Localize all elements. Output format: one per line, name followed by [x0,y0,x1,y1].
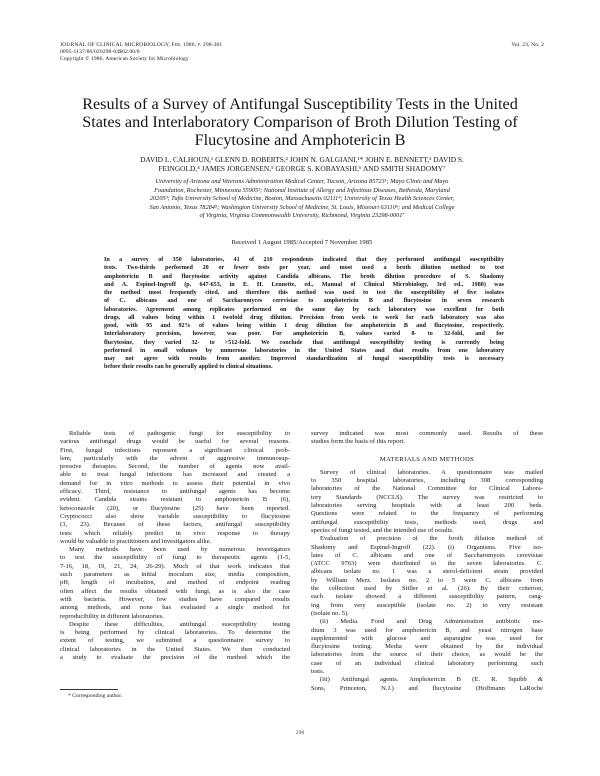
author-line: FEINGOLD,⁴ JAMES JORGENSEN,⁵ GEORGE S. KOBAYASHI,⁶ AND SMITH SHADOMY⁷ [158,164,446,173]
body-line: tests which reliably predict in vivo response to therapy [60,529,290,537]
author-list [60,155,544,173]
body-line: First, fungal infections represent a significant clinical prob- [60,446,290,454]
body-line: pH, length of incubation, and method of endpoint reading [60,579,290,587]
abstract-line: before their results can be generally applied to clinical situations. [104,364,273,371]
body-line: laboratories of the National Committee for Clinical Labora- [311,485,543,493]
right-column [311,430,543,693]
body-line: such parameters as initial inoculum size, media composition, [60,571,290,579]
section-heading-methods: MATERIALS AND METHODS [379,455,475,463]
affiliation-line: University of Arizona and Veterans Administration Medical Center, Tucson, Arizona 85723¹; Mayo Clinic and Mayo [155,178,449,185]
body-line: dium 3 was used for amphotericin B, and yeast nitrogen base [311,626,543,634]
body-line: evident. Candida strains resistant to amphotericin B (6), [60,496,290,504]
left-column [60,430,290,662]
body-line: Questions were related to the frequency of performing [311,510,543,518]
body-line: by William Merz. Isolates no. 2 to 5 were C. albicans from [311,576,543,584]
body-line: (3, 23). Because of these factors, antifungal susceptibility [60,521,290,529]
abstract-line: performed in small volumes by numerous laboratories in the United States and that results from one laboratory [104,347,504,354]
article-title [58,95,542,149]
body-line: efficacy. Third, resistance to antifungal agents has become [60,488,290,496]
journal-citation: JOURNAL OF CLINICAL MICROBIOLOGY, Feb. 1986, p. 298-301 [60,42,223,48]
body-line: lates of C. albicans and one of Saccharomyces cerevisiae [311,551,543,559]
abstract-line: amphotericin B and flucytosine activity against Candida albicans. The broth dilution procedure of S. Shadomy [104,273,504,280]
body-line: survey indicated was most commonly used. Results of these [311,430,543,437]
body-line: case of an individual clinical laboratory performing such [311,659,543,667]
page-number: 298 [295,730,305,736]
body-line: studies form the basis of this report. [311,438,406,446]
body-line: reproducibility in different laboratories. [60,612,164,620]
body-line: (ii) Media. Food and Drug Administration antibiotic me- [320,618,543,626]
abstract [104,256,504,372]
body-line: antifungal susceptibility tests, methods used, drugs and [311,518,543,526]
body-line: Cryptococci also show variable susceptibility to flucytosine [60,512,290,520]
running-header [60,42,544,63]
body-line: ing from very susceptible (isolate no. 2) to very resistant [311,601,543,609]
title-line: Results of a Survey of Antifungal Susceptibility Tests in the United [82,95,518,113]
body-line: flucytosine testing. Media were obtained by the individual [311,643,543,651]
body-line: (ATCC 9763) were distributed to the seven laboratories. C. [311,560,543,568]
body-line: 7-16, 18, 19, 21, 24, 26-29). Much of that work indicates that [60,562,290,570]
body-line: Sons, Princeton, N.J.) and flucytosine (Hoffmann LaRoche [311,684,543,692]
body-line: laboratories serving hospitals with at least 200 beds. [311,502,543,510]
body-line: species of fungi tested, and the intended use of results. [311,526,454,534]
body-line: able to treat fungal infections has increased and created a [60,471,290,479]
body-line: Despite these difficulties, antifungal susceptibility testing [69,620,290,628]
abstract-line: Interlaboratory precision, however, was poor. For amphotericin B, values varied 8- to 32-fold, and for [104,331,504,338]
body-line: (isolate no. 5). [311,609,349,617]
body-line: among methods, and none has evaluated a single method for [60,604,290,612]
body-line: (iii) Antifungal agents. Amphotericin B (E. R. Squibb & [320,676,543,684]
affiliations [60,178,544,221]
body-line: often affect the results obtained with fungi, as is also the case [60,587,290,595]
body-line: is being performed by clinical laboratories. To determine the [60,629,290,637]
abstract-line: In a survey of 350 laboratories, 41 of 210 respondents indicated that they performed antifungal susceptibility [104,257,504,263]
body-line: Survey of clinical laboratories. A questionnaire was mailed [320,468,543,476]
issn-line: 0095-1137/86/020298-04$02.00/0 [60,49,140,55]
body-line: the collection used by Stiller et al. (26). By their criterion, [311,585,543,593]
body-line: to 350 hospital laboratories, including 308 corresponding [311,477,543,485]
body-line: lem, particularly with the advent of aggressive immunosup- [60,454,290,462]
footnote-corresponding-author: * Corresponding author. [68,693,123,699]
body-line: extent of testing, we submitted a questionnaire survey to [60,637,290,645]
volume-issue: Vol. 23, No. 2 [511,42,544,48]
abstract-line: laboratories. Agreement among replicates performed on the same day by each laboratory was excellent for both [104,306,504,313]
affiliation-line: San Antonio, Texas 78284⁵; Washington University School of Medicine, St. Louis, Missouri 63110⁶; and Medical College [149,203,455,211]
abstract-line: tests. Two-thirds performed 20 or fewer tests per year, and most used a broth dilution method to test [104,265,504,272]
body-line: tests. [311,668,325,676]
received-dates: Received 1 August 1985/Accepted 7 November 1985 [231,239,373,246]
body-line: would be valuable to practitioners and investigators alike. [60,537,212,545]
affiliation-line: of Virginia, Virginia Commonwealth University, Richmond, Virginia 23298-0001⁷ [199,212,405,220]
footnote-rule [60,689,118,690]
body-line: to test the susceptibility of fungi to therapeutic agents (1-5, [60,554,290,562]
body-line: clinical laboratories in the United States. We then conducted [60,645,290,653]
body-line: demand for in vitro methods to assess their potential in vivo [60,479,290,487]
body-line: Reliable tests of pathogenic fungi for susceptibility to [69,430,290,437]
title-line: Flucytosine and Amphotericin B [194,131,406,149]
body-line: a study to evaluate the precision of the method which the [60,654,290,662]
abstract-line: may not agree with results from another. Improved standardization of fungal susceptibility tests is necessary [104,356,504,362]
copyright-line: Copyright © 1986, American Society for Microbiology [60,56,189,62]
affiliation-line: 20205³; Tufts University School of Medicine, Boston, Massachusetts 02111⁴; University of Texas Health Sciences Center, [149,195,455,203]
body-line: with bacteria. However, few studies have compared results [60,595,290,603]
body-line: Many methods have been used by numerous investigators [69,546,290,554]
title-line: States and Interlaboratory Comparison of Broth Dilution Testing of [82,113,518,131]
abstract-line: good, with 95 and 92% of values being within 1 drug dilution for amphotericin B and flucytosine, respectively. [104,323,504,329]
abstract-line: of C. albicans and one of Saccharomyces cerevisiae to amphotericin B and flucytosine in seven research [104,298,504,305]
body-line: supplemented with glucose and asparagine was used for [311,634,543,642]
body-line: tory Standards (NCCLS). The survey was restricted to [311,493,543,501]
body-line: various antifungal drugs would be useful for several reasons. [60,438,290,446]
body-line: each isolate showed a different susceptibility pattern, rang- [311,593,543,601]
abstract-line: and A. Espinel-Ingroff (p. 647-653, in E. H. Lennette, ed., Manual of Clinical Microbiology, 3rd ed., 1980) was [104,281,504,288]
body-line: Shadomy and Espinel-Ingroff (22). (i) Organisms. Five iso- [311,543,543,551]
body-line: albicans isolate no. 1 was a sterol-deficient strain provided [311,568,543,576]
author-line: DAVID L. CALHOUN,¹ GLENN D. ROBERTS,² JOHN N. GALGIANI,¹* JOHN E. BENNETT,³ DAVID S. [140,155,464,164]
abstract-line: flucytosine, they varied 32- to >512-fold. We conclude that antifungal susceptibility testing is currently being [104,339,504,346]
body-line: laboratories from the source of their choice, as would be the [311,651,543,659]
affiliation-line: Foundation, Rochester, Minnesota 55905²; National Institute of Allergy and Infectious Diseases, Bethesda, Maryland [154,186,450,194]
body-line: pressive therapies. Second, the number of agents now avail- [60,463,290,471]
body-line: ketoconazole (20), or flucytosine (25) have been reported. [60,504,290,512]
body-line: Evaluation of precision of the broth dilution method of [320,535,543,543]
abstract-line: drugs, all values being within 1 twofold drug dilution. Precision from week to week for each laboratory was also [104,314,504,321]
abstract-line: the method most frequently cited, and therefore this method was used to test the susceptibility of five isolates [104,290,504,296]
